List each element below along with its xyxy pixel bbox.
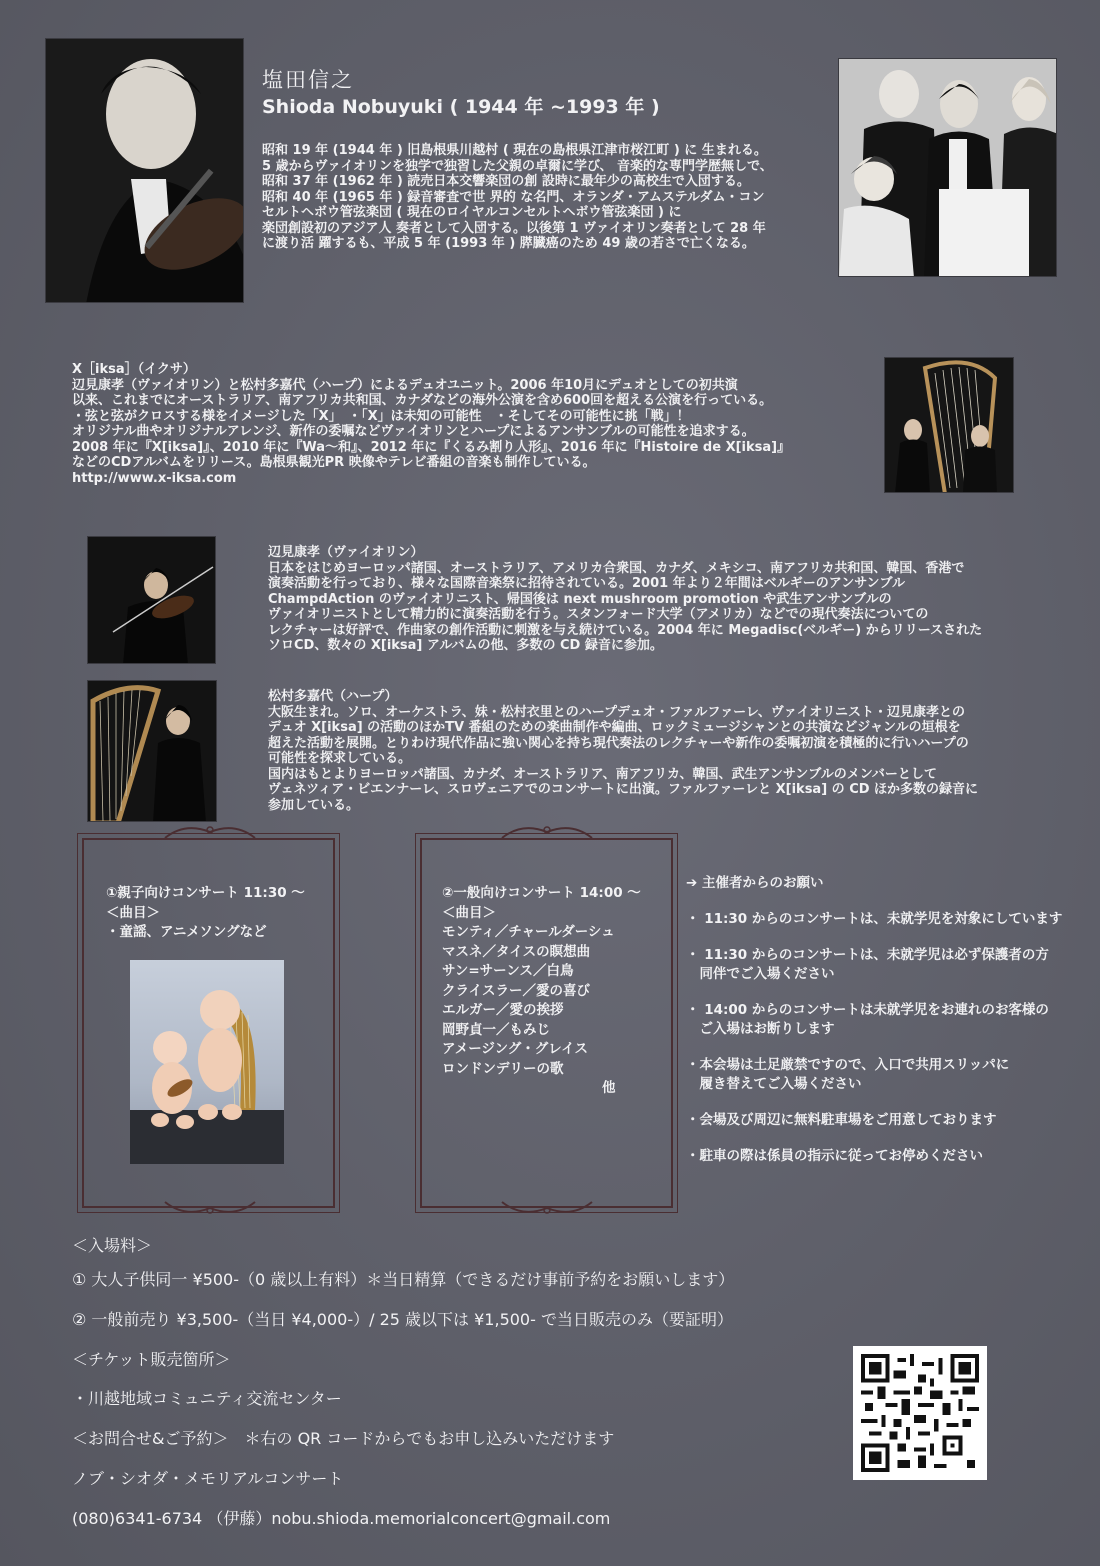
concert1-title: ①親子向けコンサート 11:30 ～ (106, 885, 305, 901)
notice-item (686, 946, 1086, 984)
shioda-name-jp: 塩田信之 (262, 68, 354, 92)
fee-heading: ＜入場料＞ (72, 1236, 153, 1255)
henmi-section (268, 545, 1068, 654)
notice-line: ・ 11:30 からのコンサートは、未就学児を対象にしています (686, 911, 1063, 927)
notice-line: 履き替えてご入場ください (686, 1076, 862, 1092)
fee-line-1: ① 大人子供同一 ¥500-（0 歳以上有料）＊当日精算（できるだけ事前予約をお願いします） (72, 1270, 735, 1289)
concert2-text (442, 884, 662, 1099)
shioda-bio-line: 5 歳からヴァイオリンを独学で独習した父親の卓爾に学び、 音楽的な専門学歴無しで、 (262, 158, 773, 174)
iksa-line: ・弦と弦がクロスする様をイメージした「X」 ・「X」は未知の可能性 ・そしてその可能性に挑「戦」！ (72, 408, 690, 424)
shioda-bio-line: 楽団創設初のアジア人 奏者として入団する。以後第 1 ヴァイオリン奏者として 28 年 (262, 220, 766, 236)
concert1-program-label: ＜曲目＞ (106, 904, 160, 921)
notice-line: ・ 14:00 からのコンサートは未就学児をお連れのお客様の (686, 1002, 1049, 1018)
organizer-notice (686, 874, 1086, 1166)
ticket-heading: ＜チケット販売箇所＞ (72, 1350, 231, 1369)
shioda-violin-photo (45, 38, 244, 303)
kewpie-figures-photo (130, 960, 284, 1164)
concert2-piece: エルガー／愛の挨拶 (442, 1002, 564, 1018)
shioda-bio-line: セルトヘボウ管弦楽団 ( 現在のロイヤルコンセルトヘボウ管弦楽団 ) に (262, 205, 682, 220)
frame-ornament (497, 820, 597, 842)
concert2-piece: マスネ／タイスの瞑想曲 (442, 943, 591, 960)
henmi-line: ChampdAction のヴァイオリニスト、帰国後は next mushroom promotion や武生アンサンブルの (268, 591, 892, 607)
iksa-duo-photo (884, 357, 1014, 493)
shioda-bio-line: 昭和 37 年 (1962 年 ) 読売日本交響楽団の創 設時に最年少の高校生で入団する。 (262, 174, 750, 189)
henmi-line: 演奏活動を行っており、様々な国際音楽祭に招待されている。2001 年より２年間はベルギーのアンサンブル (268, 576, 906, 591)
henmi-line: レクチャーは好評で、作曲家の創作活動に刺激を与え続けている。2004 年に Megadisc(ベルギー) からリリースされた (268, 622, 983, 638)
iksa-title: X［iksa］（イクサ） (72, 362, 196, 377)
concert2-title: ②一般向けコンサート 14:00 ～ (442, 885, 641, 901)
notice-item (686, 1056, 1086, 1094)
concert2-piece: モンティ／チャールダーシュ (442, 924, 615, 940)
concert2-program-label: ＜曲目＞ (442, 904, 496, 921)
notice-item (686, 1001, 1086, 1039)
frame-ornament (160, 820, 260, 842)
henmi-line: ソロCD、数々の X[iksa] アルバムの他、多数の CD 録音に参加。 (268, 638, 663, 653)
henmi-violin-photo (87, 536, 216, 664)
iksa-line: 2008 年に『X[iksa]』、2010 年に『Wa～和』、2012 年に『くるみ割り人形』、2016 年に『Histoire de X[iksa]』 (72, 439, 791, 455)
concert1-text (106, 884, 326, 943)
concert2-piece: ロンドンデリーの歌 (442, 1060, 564, 1077)
iksa-line: などのCDアルバムをリリース。島根県観光PR 映像やテレビ番組の音楽も制作している。 (72, 455, 596, 470)
concert2-etc: 他 (602, 1080, 616, 1096)
iksa-line: 以来、これまでにオーストラリア、南アフリカ共和国、カナダなどの海外公演を含め600回を超える公演を行っている。 (72, 393, 773, 408)
notice-item (686, 1111, 1086, 1130)
matsumura-line: 超えた活動を展開。とりわけ現代作品に強い関心を持ち現代奏法のレクチャーや新作の委嘱初演を積極的に行いハープの (268, 735, 969, 751)
contact-heading: ＜お問合せ&ご予約＞ ＊右の QR コードからでもお申し込みいただけます (72, 1429, 615, 1448)
ticket-place: ・川越地域コミュニティ交流センター (72, 1389, 342, 1408)
notice-line: 同伴でご入場ください (686, 966, 835, 982)
henmi-title: 辺見康孝（ヴァイオリン） (268, 545, 424, 560)
notice-line: ・駐車の際は係員の指示に従ってお停めください (686, 1148, 983, 1164)
henmi-line: 日本をはじめヨーロッパ諸国、オーストラリア、アメリカ合衆国、カナダ、メキシコ、南アフリカ共和国、韓国、香港で (268, 560, 965, 576)
iksa-line: 辺見康孝（ヴァイオリン）と松村多嘉代（ハープ）によるデュオユニット。2006 年10月にデュオとしての初共演 (72, 377, 738, 393)
matsumura-section (268, 689, 1068, 813)
matsumura-title: 松村多嘉代（ハープ） (268, 689, 398, 704)
qr-code[interactable] (853, 1346, 987, 1480)
shioda-bio-line: 昭和 19 年 (1944 年 ) 旧島根県川越村 ( 現在の島根県江津市桜江町 ) に 生まれる。 (262, 143, 767, 158)
frame-ornament (497, 1198, 597, 1220)
notice-item (686, 1147, 1086, 1166)
event-name: ノブ・シオダ・メモリアルコンサート (72, 1469, 344, 1488)
shioda-group-photo (838, 58, 1057, 277)
frame-ornament (160, 1198, 260, 1220)
shioda-bio-line: に渡り活 躍するも、平成 5 年 (1993 年 ) 膵臓癌のため 49 歳の若さで亡くなる。 (262, 236, 755, 251)
notice-line: ご入場はお断りします (686, 1021, 835, 1037)
concert2-piece: アメージング・グレイス (442, 1041, 589, 1057)
matsumura-line: 国内はもとよりヨーロッパ諸国、カナダ、オーストラリア、南アフリカ、韓国、武生アンサンブルのメンバーとして (268, 766, 937, 782)
concert2-piece: 岡野貞一／もみじ (442, 1021, 550, 1038)
matsumura-harp-photo (87, 680, 217, 822)
matsumura-line: 可能性を探求している。 (268, 751, 412, 766)
iksa-url-link[interactable]: http://www.x-iksa.com (72, 470, 237, 486)
notice-title: ➔ 主催者からのお願い (686, 875, 824, 891)
shioda-bio-line: 昭和 40 年 (1965 年 ) 録音審査で世 界的 な名門、オランダ・アムステルダム・コン (262, 189, 765, 205)
shioda-bio (262, 143, 832, 252)
notice-line: ・本会場は土足厳禁ですので、入口で共用スリッパに (686, 1057, 1010, 1073)
iksa-section (72, 362, 872, 486)
matsumura-line: デュオ X[iksa] の活動のほかTV 番組のための楽曲制作や編曲、ロックミュージシャンとの共演などジャンルの垣根を (268, 720, 961, 735)
notice-line: ・会場及び周辺に無料駐車場をご用意しております (686, 1112, 997, 1128)
notice-line: ・ 11:30 からのコンサートは、未就学児は必ず保護者の方 (686, 947, 1049, 963)
matsumura-line: 参加している。 (268, 797, 360, 813)
iksa-line: オリジナル曲やオリジナルアレンジ、新作の委嘱などヴァイオリンとハープによるアンサンブルの可能性を追求する。 (72, 424, 755, 439)
concert2-piece: クライスラー／愛の喜び (442, 982, 590, 999)
matsumura-line: ヴェネツィア・ビエンナーレ、スロヴェニアでのコンサートに出演。ファルファーレと X[iksa] の CD ほか多数の録音に (268, 782, 979, 797)
notice-item (686, 910, 1086, 929)
concert2-piece: サン=サーンス／白鳥 (442, 963, 574, 979)
henmi-line: ヴァイオリニストとして精力的に演奏活動を行う。スタンフォード大学（アメリカ）などでの現代奏法についての (268, 607, 929, 622)
matsumura-line: 大阪生まれ。ソロ、オーケストラ、妹・松村衣里とのハープデュオ・ファルファーレ、ヴァイオリニスト・辺見康孝との (268, 704, 966, 720)
concert1-program: ・童謡、アニメソングなど (106, 924, 267, 940)
contact-info[interactable]: (080)6341-6734 （伊藤）nobu.shioda.memorialconcert@gmail.com (72, 1509, 611, 1528)
fee-line-2: ② 一般前売り ¥3,500-（当日 ¥4,000-）/ 25 歳以下は ¥1,500- で当日販売のみ（要証明） (72, 1310, 733, 1329)
shioda-name-en: Shioda Nobuyuki ( 1944 年 ~1993 年 ) (262, 96, 660, 118)
